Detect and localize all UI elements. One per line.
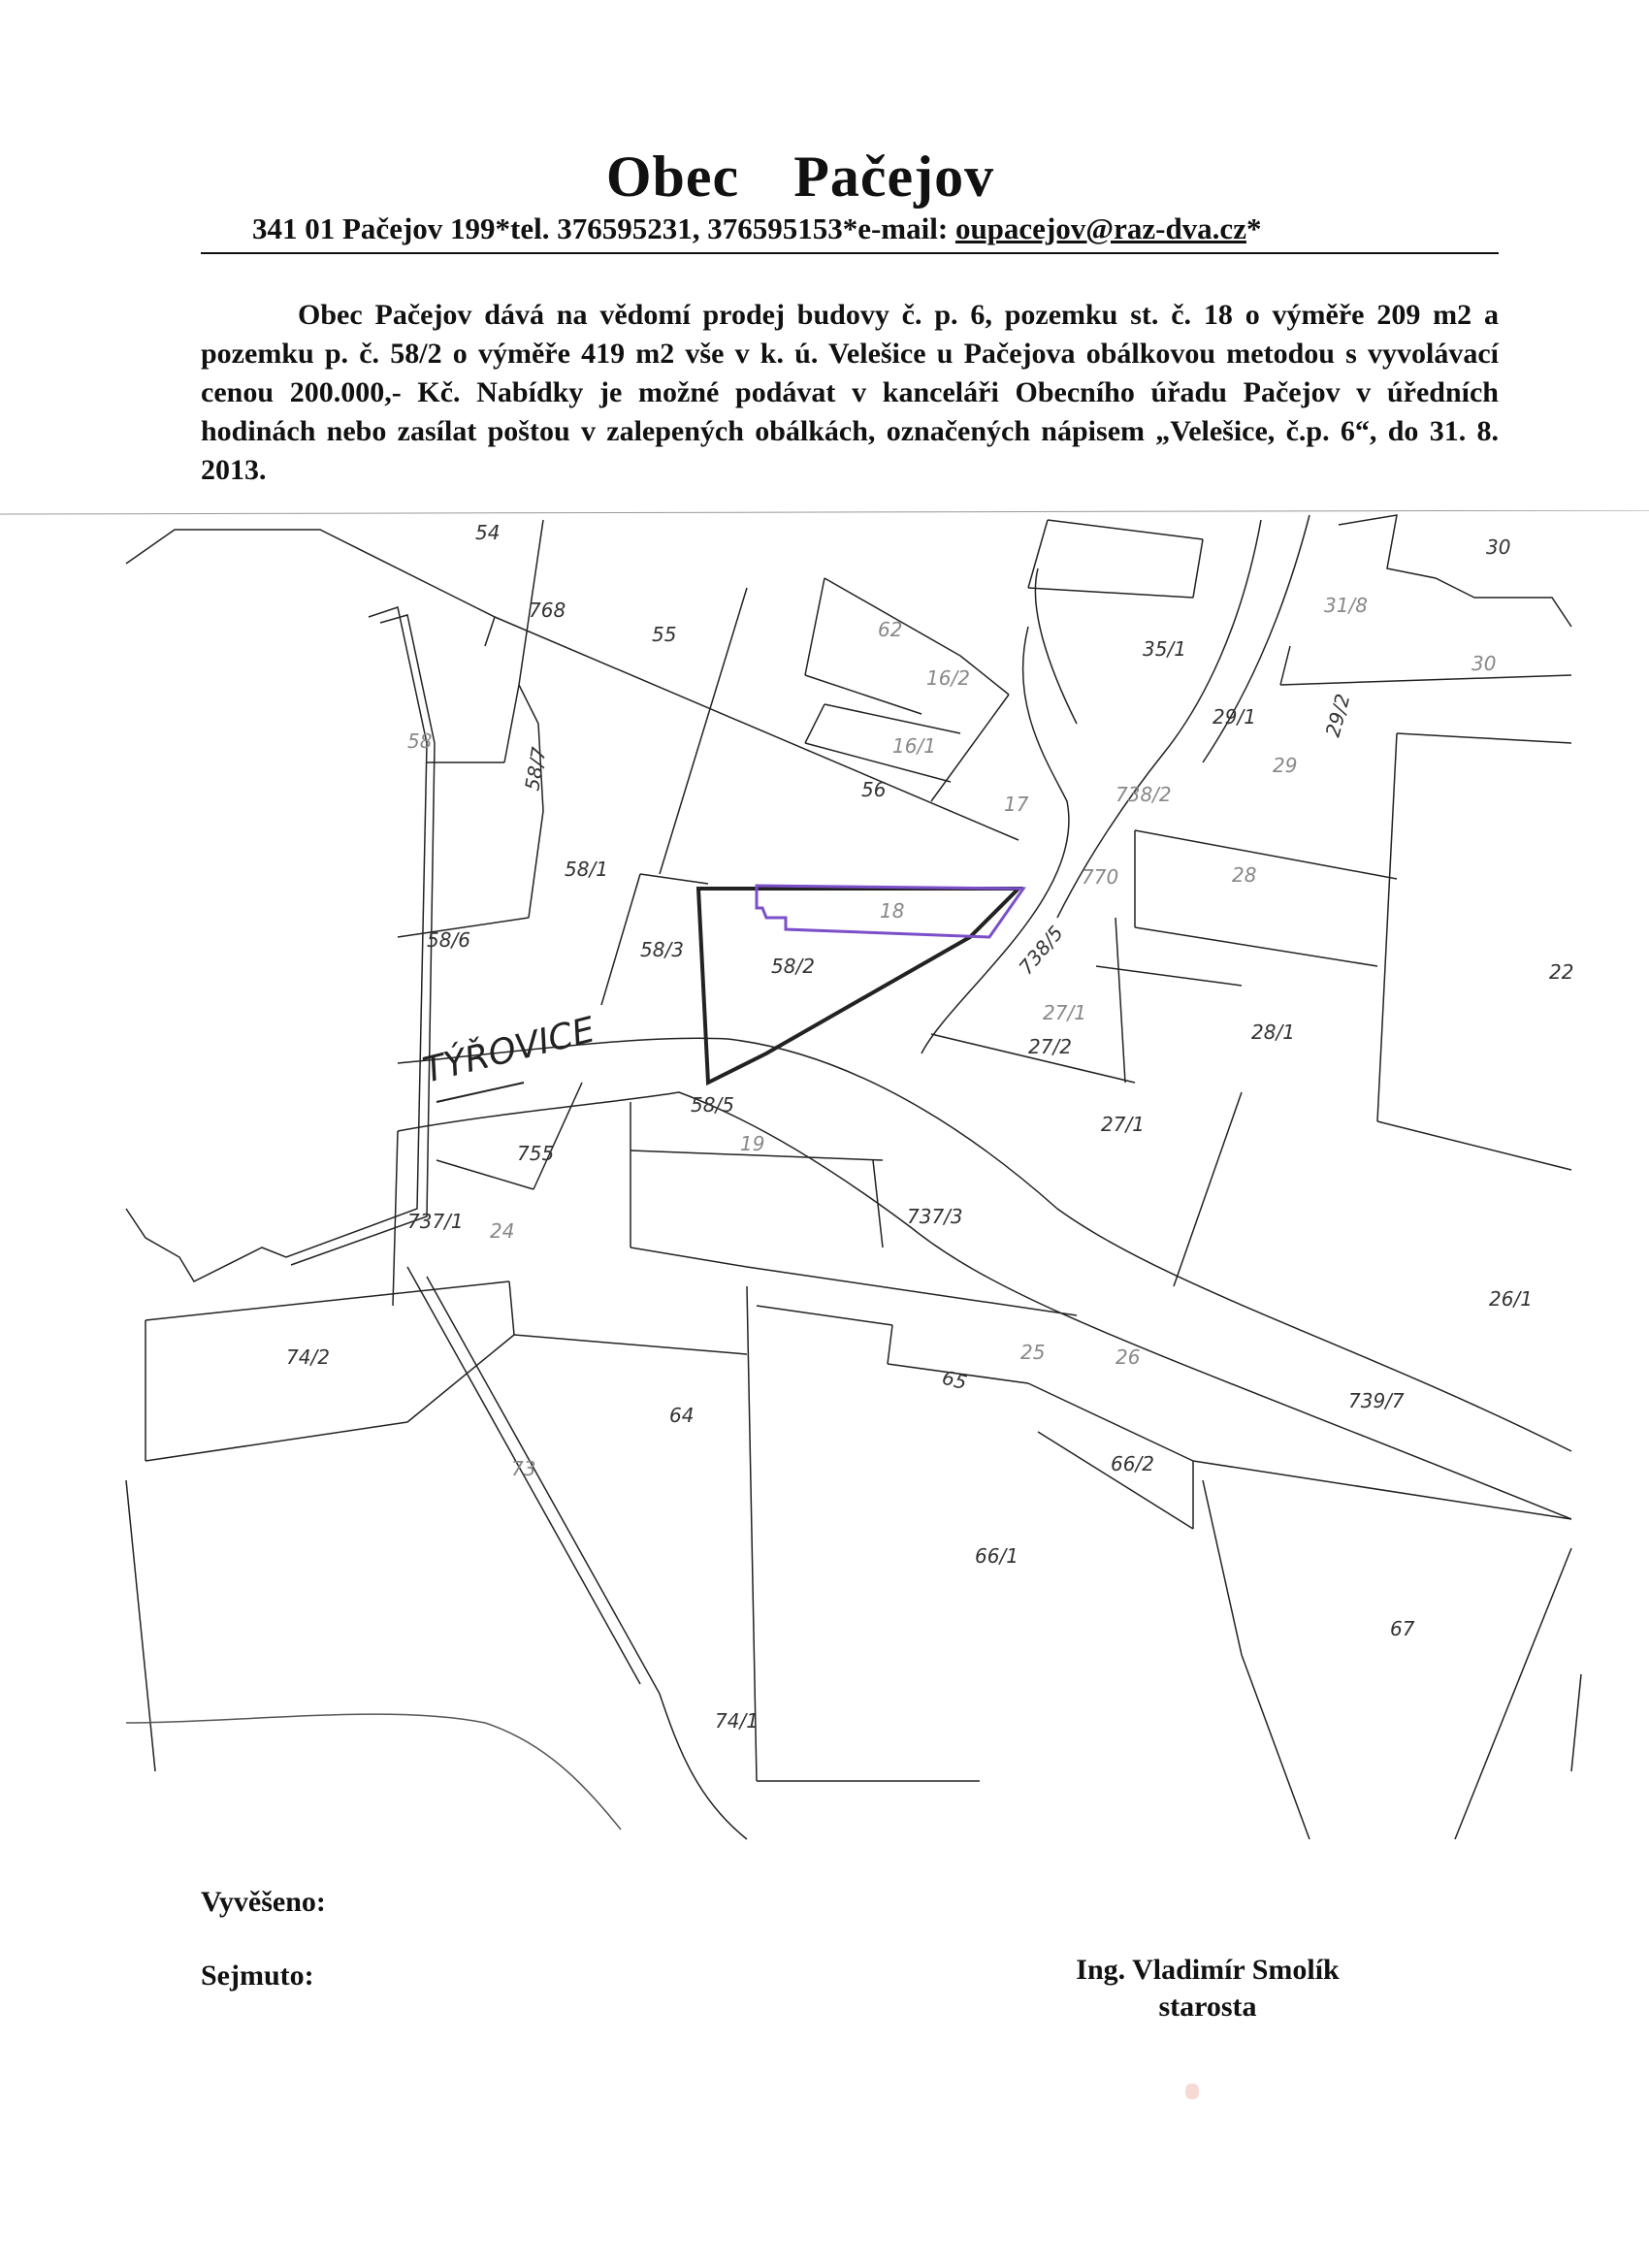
parcel-label: 58/2 (771, 955, 815, 978)
parcel-label: 737/1 (407, 1210, 464, 1233)
parcel-label: 16/2 (926, 666, 970, 690)
parcel-label: 16/1 (892, 734, 936, 758)
contact-line (252, 211, 1261, 246)
parcel-label: 30 (1486, 535, 1511, 559)
parcel-label: 65 (939, 1365, 970, 1395)
parcel-label: 31/8 (1324, 594, 1368, 617)
parcel-label: 28/1 (1251, 1021, 1295, 1044)
parcel-label: 29/1 (1212, 705, 1256, 729)
parcel-label: 17 (1004, 793, 1029, 816)
parcel-label: 67 (1390, 1617, 1415, 1640)
parcel-label: 58/1 (565, 858, 608, 881)
parcel-label: 62 (878, 618, 903, 641)
parcel-label: 74/1 (715, 1709, 759, 1733)
municipality-title: Obec Pačejov (605, 145, 995, 209)
parcel-label: 73 (511, 1457, 536, 1480)
signature-block (1028, 1952, 1387, 2025)
sale-notice-paragraph: Obec Pačejov dává na vědomí prodej budovy č. p. 6, pozemku st. č. 18 o výměře 209 m2 a pozemku p. č. 58/2 o výměře 419 m2 vše v k. ú. Velešice u Pačejova obálkovou metodou s vyvolávací cenou 200.000,- Kč. Nabídky je možné podávat v kanceláři Obecního úřadu Pačejov v úředních hodinách nebo zasílat poštou v zalepených obálkách, označených nápisem „Velešice, č.p. 6“, do 31. 8. 2013. (201, 299, 1499, 486)
parcel-label: 54 (475, 521, 501, 544)
removed-label: Sejmuto: (201, 1960, 314, 1992)
parcel-label: 18 (880, 899, 905, 923)
parcel-label: 66/1 (975, 1544, 1018, 1568)
parcel-label: 29/2 (1320, 691, 1355, 740)
header-divider (201, 252, 1499, 254)
parcel-label: 739/7 (1348, 1389, 1405, 1412)
signatory-role: starosta (1158, 1991, 1257, 2023)
parcel-label: 738/5 (1014, 921, 1068, 980)
parcel-label: 58 (407, 729, 433, 753)
parcel-label: 58/7 (520, 745, 551, 793)
parcel-label: 58/5 (691, 1093, 734, 1117)
signatory-name: Ing. Vladimír Smolík (1076, 1954, 1340, 1986)
parcel-label: 58/3 (640, 938, 684, 961)
parcel-label: 66/2 (1111, 1452, 1154, 1475)
parcel-label: 26 (1116, 1345, 1141, 1369)
parcel-label: 30 (1471, 652, 1497, 675)
street-label: TÝŘOVICE (419, 1010, 599, 1091)
parcel-label: 27/1 (1101, 1113, 1145, 1136)
parcel-label: 27/2 (1028, 1035, 1072, 1058)
parcel-label: 28 (1232, 863, 1257, 887)
parcel-label: 737/3 (907, 1205, 963, 1228)
parcel-label: 22 (1549, 960, 1574, 984)
parcel-label: 35/1 (1143, 637, 1186, 661)
email-link[interactable]: oupacejov@raz-dva.cz (954, 211, 1246, 245)
parcel-label: 19 (740, 1132, 765, 1155)
parcel-label: 770 (1082, 865, 1119, 889)
parcel-label: 755 (517, 1142, 555, 1165)
parcel-label: 24 (490, 1219, 515, 1243)
cadastral-map (0, 510, 1649, 1849)
paper-stain (1185, 2084, 1199, 2099)
cadastral-map-drawing (0, 510, 1649, 1849)
parcel-label: 55 (652, 623, 677, 646)
parcel-label: 58/6 (427, 928, 470, 952)
parcel-label: 768 (529, 599, 566, 622)
parcel-label: 29 (1273, 754, 1298, 777)
parcel-label: 74/2 (286, 1345, 330, 1369)
posted-label: Vyvěšeno: (201, 1886, 326, 1918)
parcel-label: 26/1 (1489, 1287, 1533, 1311)
parcel-label: 27/1 (1043, 1001, 1086, 1024)
parcel-label: 64 (669, 1404, 695, 1427)
parcel-label: 56 (861, 778, 887, 801)
address-suffix: * (1245, 211, 1262, 245)
address-text: 341 01 Pačejov 199*tel. 376595231, 376595153*e-mail: (252, 211, 955, 245)
parcel-label: 25 (1020, 1341, 1046, 1364)
parcel-label: 738/2 (1116, 783, 1172, 806)
